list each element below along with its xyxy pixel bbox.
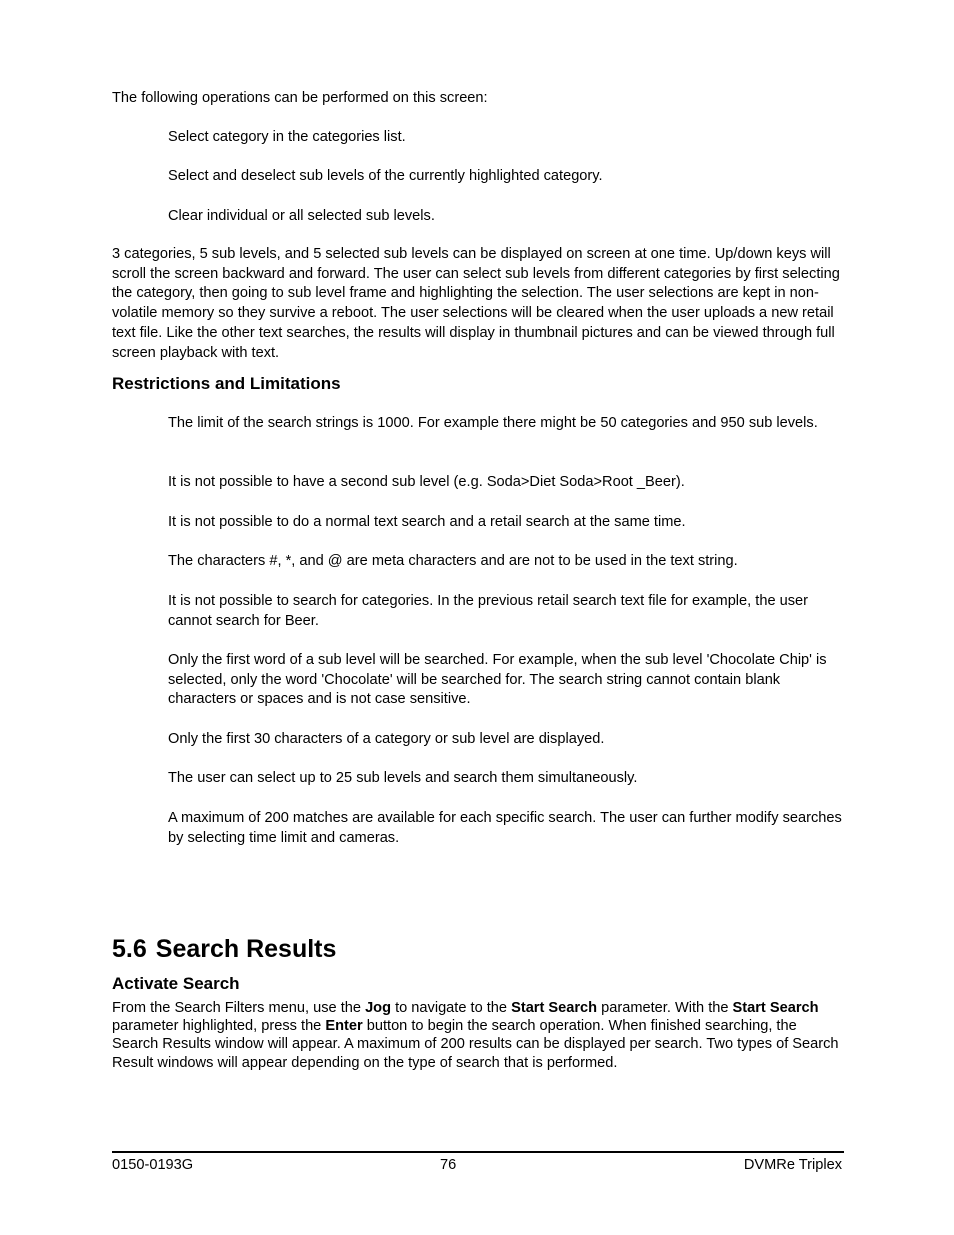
footer-product-name: DVMRe Triplex xyxy=(743,1157,842,1173)
text-run: From the Search Filters menu, use the xyxy=(112,1000,366,1016)
section-title: Search Results xyxy=(155,935,337,963)
footer-divider xyxy=(112,1151,844,1153)
restriction-item: The characters #, *, and @ are meta characters and are not to be used in the text string. xyxy=(168,553,738,569)
intro-text: The following operations can be performed on this screen: xyxy=(112,90,488,106)
text-run: parameter. With the xyxy=(597,1000,733,1016)
start-search-term: Start Search xyxy=(511,1000,598,1016)
restriction-item: The limit of the search strings is 1000. For example there might be 50 categories and 950 sub levels. xyxy=(168,415,818,431)
restriction-item: A maximum of 200 matches are available for each specific search. The user can further modify searches by selecting time limit and cameras. xyxy=(168,810,842,846)
jog-term: Jog xyxy=(365,1000,392,1016)
footer-doc-number: 0150-0193G xyxy=(112,1157,194,1173)
operation-item: Clear individual or all selected sub levels. xyxy=(168,208,435,224)
restriction-item: Only the first word of a sub level will be searched. For example, when the sub level 'Chocolate Chip' is selected, only the word 'Chocolate' will be searched for. The search string cannot contain blank characters or spaces and is not case sensitive. xyxy=(168,652,827,708)
footer-page-number: 76 xyxy=(440,1157,457,1173)
start-search-term: Start Search xyxy=(732,1000,819,1016)
section-heading xyxy=(112,934,336,964)
text-run: button to begin the search operation. When finished searching, the Search Results window will appear. A maximum of 200 results can be displayed per search. Two types of Search Result windows will appear depending on the type of search that is performed. xyxy=(112,1018,839,1071)
restriction-item: It is not possible to have a second sub level (e.g. Soda>Diet Soda>Root _Beer). xyxy=(168,474,685,490)
operation-item: Select category in the categories list. xyxy=(168,129,406,145)
restriction-item: Only the first 30 characters of a category or sub level are displayed. xyxy=(168,731,605,747)
text-run: parameter highlighted, press the xyxy=(112,1018,326,1035)
section-number: 5.6 xyxy=(112,935,147,963)
text-run: to navigate to the xyxy=(391,1000,512,1016)
restriction-item: It is not possible to do a normal text search and a retail search at the same time. xyxy=(168,514,686,530)
enter-term: Enter xyxy=(325,1018,363,1035)
categories-paragraph: 3 categories, 5 sub levels, and 5 selected sub levels can be displayed on screen at one time. Up/down keys will scroll the screen backward and forward. The user can select sub levels from different categories by first selecting the category, then going to sub level frame and highlighting the selection. The user selections are kept in non-volatile memory so they survive a reboot. The user selections will be cleared when the user uploads a new retail text file. Like the other text searches, the results will display in thumbnail pictures and can be viewed through full screen playback with text. xyxy=(112,246,840,361)
activate-search-heading: Activate Search xyxy=(112,974,240,993)
restriction-item: It is not possible to search for categories. In the previous retail search text file for example, the user cannot search for Beer. xyxy=(168,593,809,629)
operation-item: Select and deselect sub levels of the currently highlighted category. xyxy=(168,168,603,184)
restriction-item: The user can select up to 25 sub levels and search them simultaneously. xyxy=(168,770,638,786)
activate-search-paragraph xyxy=(112,999,842,1072)
restrictions-heading: Restrictions and Limitations xyxy=(112,374,341,393)
